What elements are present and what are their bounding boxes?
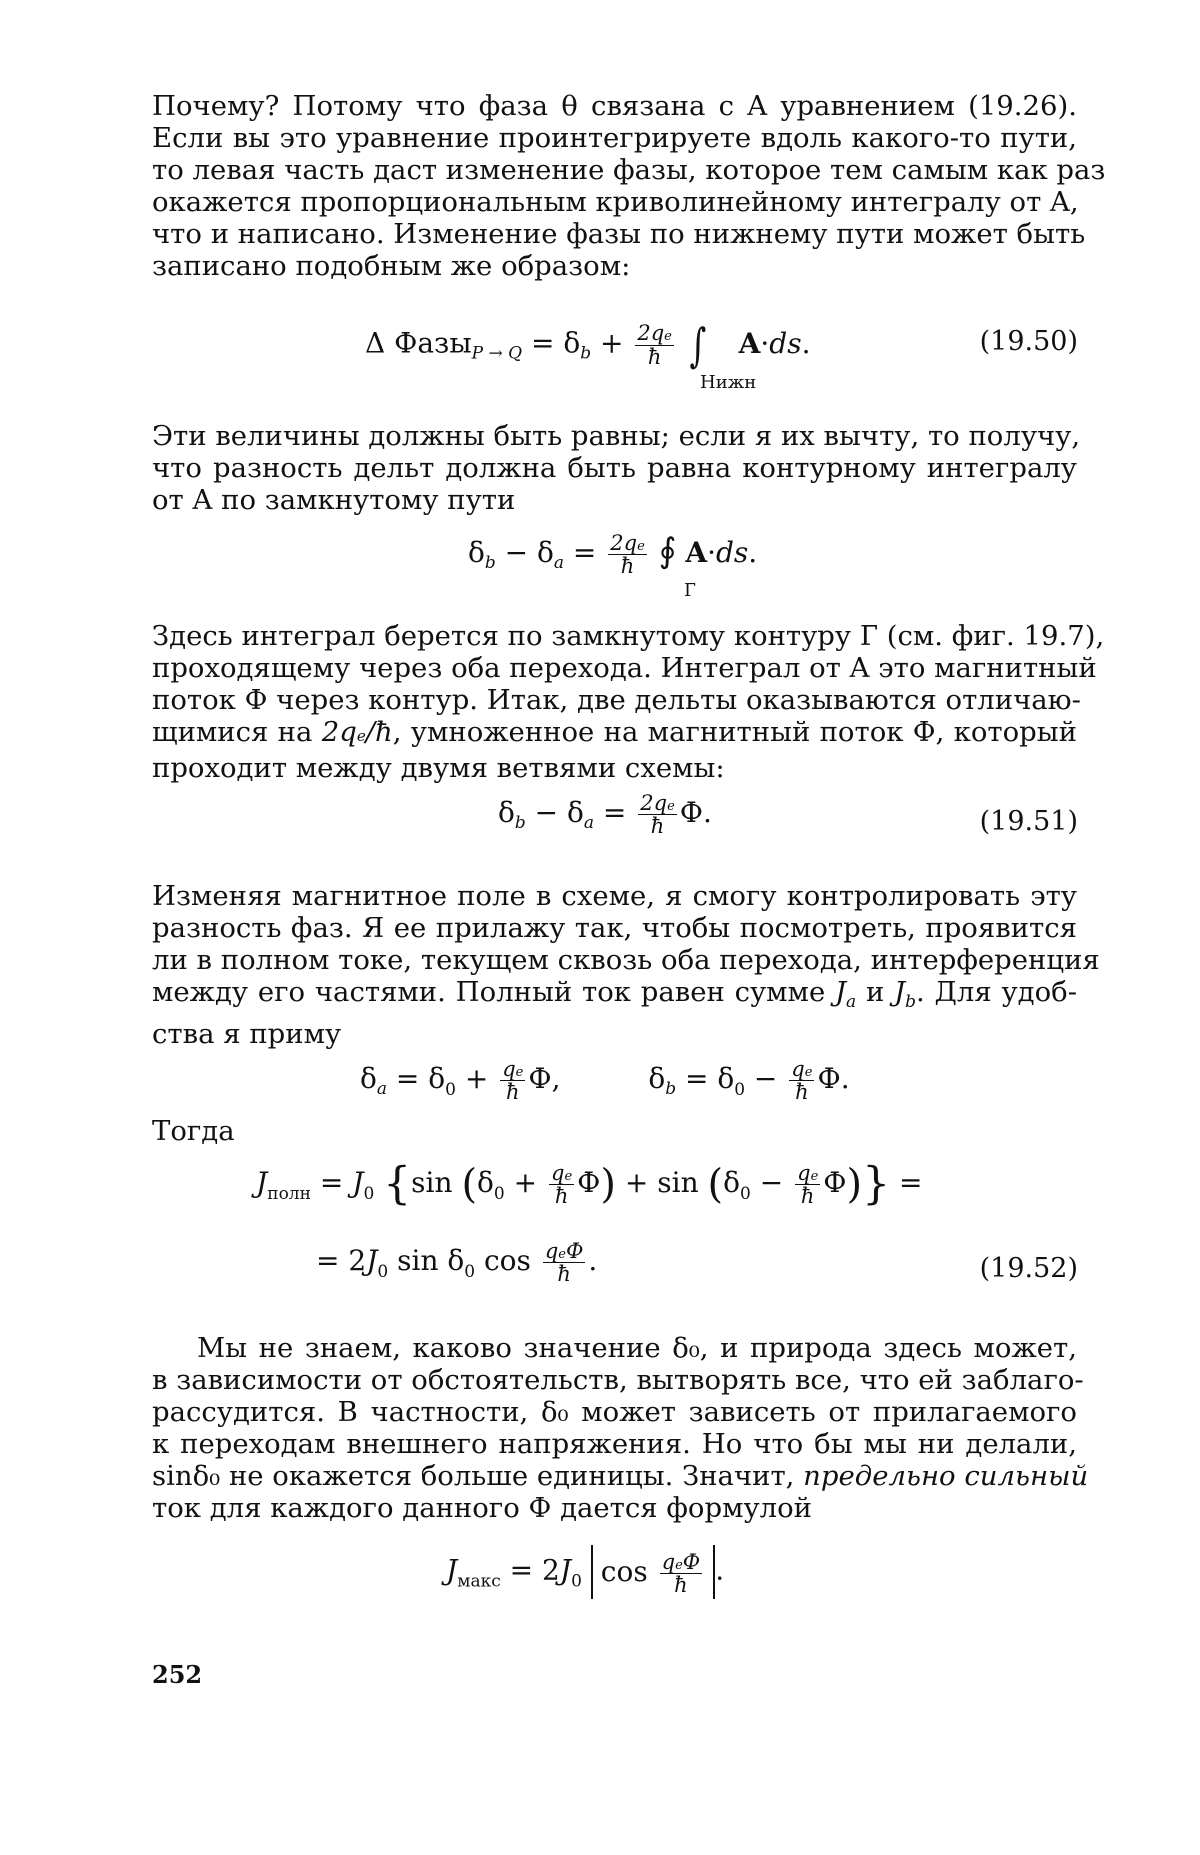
text-line: от A по замкнутому пути	[152, 484, 516, 516]
equation-19-52-line2: = $2J_0$ $\sin \delta_0$ cos $\frac{\text{qeФ}}{ħ}$ .	[316, 1239, 598, 1287]
equation-19-50: Δ Фазы$_{P \to Q}$ = $\delta_b$ + $\frac{2qe}{ħ}$ ∫ A·ds.	[365, 318, 811, 372]
text-line: проходящему через оба перехода. Интеграл от A это магнитный	[152, 652, 1097, 684]
text-line: ток для каждого данного Ф дается формулой	[152, 1492, 812, 1524]
integral-limit: Нижн	[700, 372, 757, 393]
text-line: ли в полном токе, текущем сквозь оба перехода, интерференция	[152, 944, 1100, 976]
paragraph-5	[152, 1115, 1077, 1147]
page-number: 252	[152, 1660, 203, 1689]
text-line	[152, 716, 1077, 752]
text-line: поток Ф через контур. Итак, две дельты оказываются отличаю-	[152, 684, 1081, 716]
equation-deltas: $\delta_a = \delta_0$ + $\frac{qe}{ħ}$ Ф, $\delta_b = \delta_0$ − $\frac{qe}{ħ}$ Ф.	[360, 1057, 850, 1105]
text-line: в зависимости от обстоятельств, вытворять все, что ей заблаго-	[152, 1364, 1084, 1396]
equation-19-51: $\delta_b - \delta_a$ = $\frac{2qe}{ħ}$ Ф.	[498, 791, 712, 839]
integral-sign: ∫	[689, 318, 707, 372]
text-fragment: щимися на	[152, 716, 313, 748]
text-line: рассудится. В частности, δ₀ может зависеть от прилагаемого	[152, 1396, 1077, 1428]
inline-math-text: 2q	[321, 716, 357, 748]
fraction: $\frac{2qe}{ħ}$	[637, 321, 672, 369]
text-fragment: sinδ₀ не окажется больше единицы. Значит,	[152, 1460, 795, 1492]
text-fragment: между его частями. Полный ток равен сумме	[152, 976, 826, 1008]
equation-number: (19.52)	[979, 1253, 1078, 1284]
equation-subscript: P → Q	[471, 343, 523, 364]
contour-label: Г	[684, 580, 696, 601]
equation-lhs: Δ Фазы	[365, 326, 472, 360]
text-fragment: , умноженное на магнитный поток Ф, который	[392, 716, 1077, 748]
equation-contour: $\delta_b - \delta_a$ = $\frac{2qe}{ħ}$ ∮ A·ds.	[468, 531, 758, 579]
text-line: что и написано. Изменение фазы по нижнему пути может быть	[152, 218, 1086, 250]
text-line: что разность дельт должна быть равна контурному интегралу	[152, 452, 1077, 484]
equation-jmax: $J_{макс} = 2J_0$ cos $\frac{\text{qeФ}}{ħ}$ .	[446, 1545, 724, 1599]
text-line: разность фаз. Я ее прилажу так, чтобы посмотреть, проявится	[152, 912, 1077, 944]
text-line: Эти величины должны быть равны; если я их вычту, то получу,	[152, 420, 1081, 452]
emphasis: предельно сильный	[803, 1460, 1089, 1492]
text-line: Тогда	[152, 1115, 235, 1147]
text-line	[152, 1460, 1089, 1492]
paragraph-1	[152, 90, 1106, 282]
equation-number: (19.50)	[979, 326, 1078, 357]
text-line: между его частями. Полный ток равен сумме $J_a$ и $J_b$. Для удоб-	[152, 976, 1077, 1012]
equation-number: (19.51)	[979, 806, 1078, 837]
text-line: записано подобным же образом:	[152, 250, 631, 282]
text-line: Если вы это уравнение проинтегрируете вдоль какого-то пути,	[152, 122, 1077, 154]
paragraph-4	[152, 880, 1100, 1050]
text-line: Почему? Потому что фаза θ связана с A уравнением (19.26).	[152, 90, 1077, 122]
text-line: окажется пропорциональным криволинейному интегралу от A,	[152, 186, 1079, 218]
text-line: к переходам внешнего напряжения. Но что бы мы ни делали,	[152, 1428, 1077, 1460]
paragraph-2	[152, 420, 1081, 516]
text-line: Мы не знаем, каково значение δ₀, и природа здесь может,	[197, 1332, 1077, 1364]
text-line: то левая часть даст изменение фазы, которое тем самым как раз	[152, 154, 1106, 186]
equation-19-52-line1: $J_{полн} = J_0$ {sin ($\delta_0$ + $\frac{qe}{ħ}$ $Ф) + \sin (\delta_0$ − $\frac{qe}{ħ}$ Ф)} =	[256, 1158, 923, 1210]
paragraph-6	[152, 1332, 1089, 1524]
text-line: Здесь интеграл берется по замкнутому контуру Г (см. фиг. 19.7),	[152, 620, 1105, 652]
text-line: проходит между двумя ветвями схемы:	[152, 752, 725, 784]
paragraph-3	[152, 620, 1105, 784]
text-line: Изменяя магнитное поле в схеме, я смогу контролировать эту	[152, 880, 1077, 912]
equation-subscript: полн	[267, 1184, 311, 1205]
text-line: ства я приму	[152, 1018, 342, 1050]
inline-math: 2qe/ħ	[321, 716, 393, 748]
